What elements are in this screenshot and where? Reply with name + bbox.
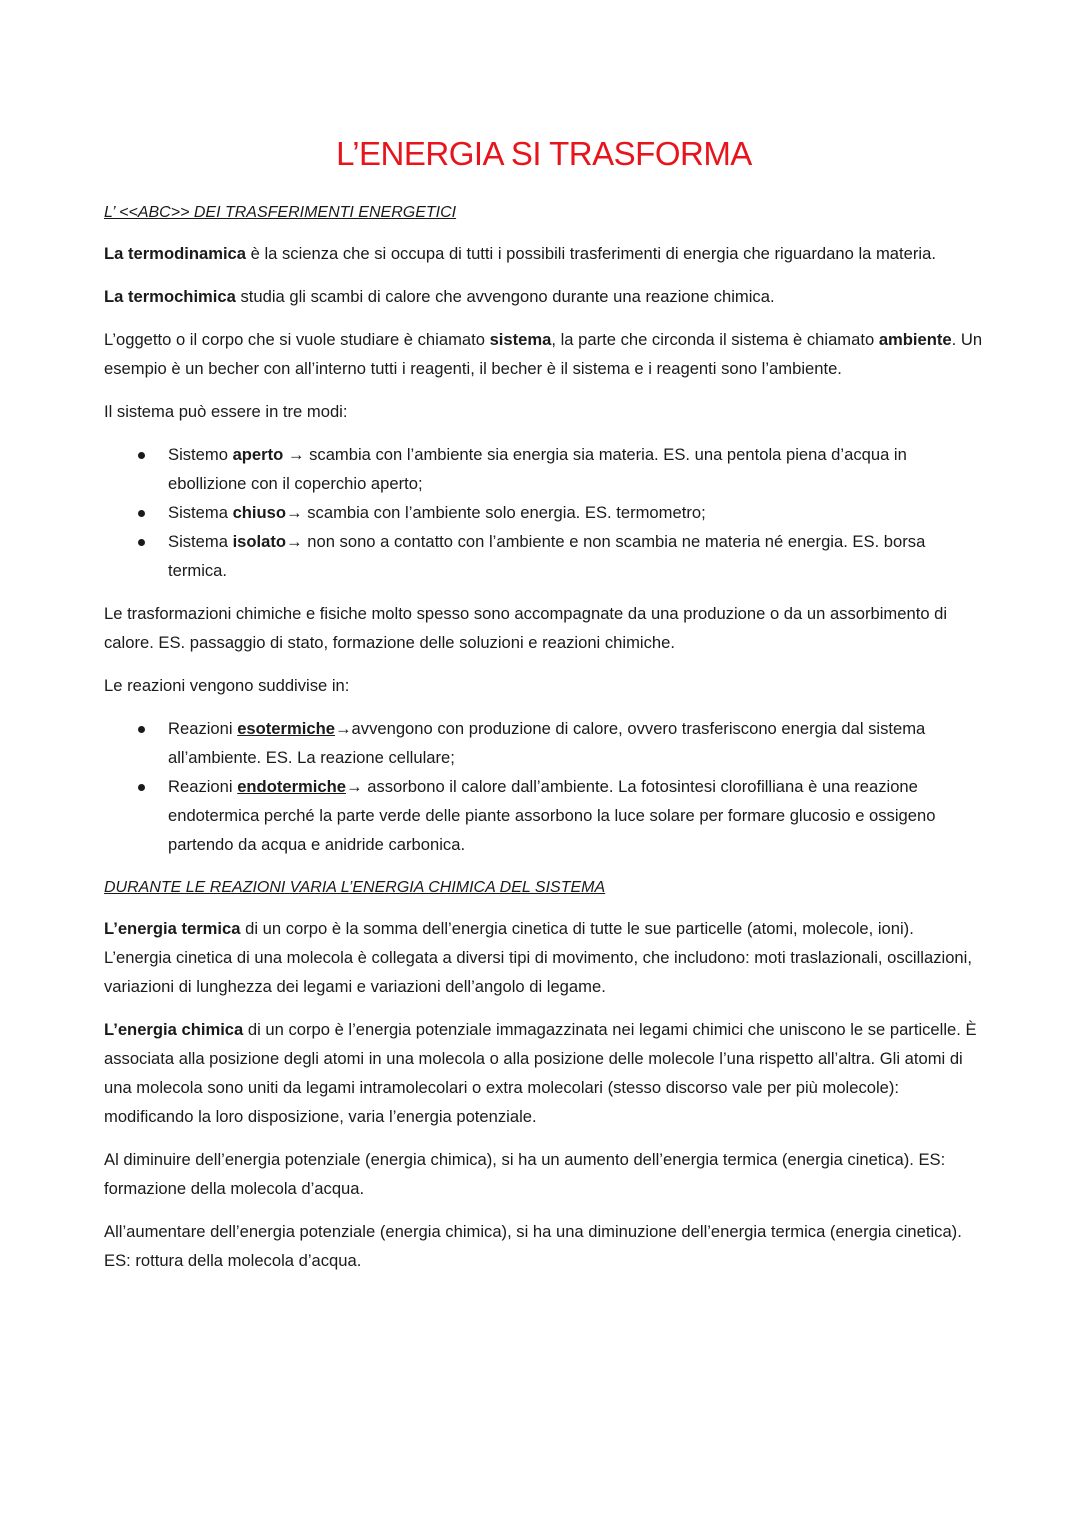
- text: di un corpo è la somma dell’energia cinetica di tutte le sue particelle (atomi, molecole, ioni). L’energia cinetica di una molecola è collegata a diversi tipi di movimento, che includono: moti traslazionali, oscillazioni, variazioni di lunghezza dei legami e variazioni dell’angolo di legame.: [104, 919, 972, 996]
- text: → scambia con l’ambiente solo energia. ES. termometro;: [286, 503, 706, 522]
- text: . Un esempio è un becher con all’interno tutti i reagenti, il becher è il sistema e i reagenti sono l’ambiente.: [104, 330, 983, 378]
- paragraph-aumentare: All’aumentare dell’energia potenziale (energia chimica), si ha una diminuzione dell’energia termica (energia cinetica). ES: rottura della molecola d’acqua.: [104, 1222, 962, 1270]
- list-item: [168, 498, 984, 527]
- paragraph-energia-termica: [104, 914, 984, 1001]
- term: aperto: [232, 445, 284, 464]
- text: → assorbono il calore dall’ambiente. La fotosintesi clorofilliana è una reazione endotermica perché la parte verde delle piante assorbono la luce solare per formare glucosio e ossigeno partendo da acqua e anidride carbonica.: [168, 777, 936, 854]
- page-title: L’ENERGIA SI TRASFORMA: [336, 135, 752, 172]
- text: è la scienza che si occupa di tutti i possibili trasferimenti di energia che riguardano la materia.: [246, 244, 936, 263]
- paragraph-trasformazioni: Le trasformazioni chimiche e fisiche molto spesso sono accompagnate da una produzione o da un assorbimento di calore. ES. passaggio di stato, formazione delle soluzioni e reazioni chimiche.: [104, 604, 948, 652]
- text: Sistema: [168, 532, 233, 551]
- text: Sistemo: [168, 445, 233, 464]
- paragraph-sistema-ambiente: [104, 325, 984, 383]
- paragraph-modi: Il sistema può essere in tre modi:: [104, 402, 348, 421]
- text: studia gli scambi di calore che avvengono durante una reazione chimica.: [235, 287, 775, 306]
- term: La termochimica: [104, 287, 236, 306]
- paragraph-energia-chimica: [104, 1015, 984, 1131]
- term: endotermiche: [237, 777, 346, 796]
- paragraph-diminuire: Al diminuire dell’energia potenziale (energia chimica), si ha un aumento dell’energia termica (energia cinetica). ES: formazione della molecola d’acqua.: [104, 1150, 946, 1198]
- term: L’energia chimica: [104, 1020, 244, 1039]
- term: chiuso: [232, 503, 287, 522]
- section-heading-abc: L’ <<ABC>> DEI TRASFERIMENTI ENERGETICI: [104, 204, 457, 221]
- text: , la parte che circonda il sistema è chiamato: [551, 330, 879, 349]
- document-page: [104, 132, 984, 1289]
- paragraph-reazioni: Le reazioni vengono suddivise in:: [104, 676, 350, 695]
- term: sistema: [489, 330, 552, 349]
- text: Reazioni: [168, 777, 238, 796]
- term: isolato: [232, 532, 287, 551]
- text: → scambia con l’ambiente sia energia sia materia. ES. una pentola piena d’acqua in ebollizione con il coperchio aperto;: [168, 445, 907, 493]
- text: di un corpo è l’energia potenziale immagazzinata nei legami chimici che uniscono le se particelle. È associata alla posizione degli atomi in una molecola o alla posizione delle molecole l’una rispetto all’altra. Gli atomi di una molecola sono uniti da legami intramolecolari o extra molecolari (stesso discorso vale per più molecole): modificando la loro disposizione, varia l’energia potenziale.: [104, 1020, 977, 1126]
- systems-list: [104, 440, 984, 585]
- term: La termodinamica: [104, 244, 247, 263]
- list-item: [168, 527, 984, 585]
- list-item: [168, 714, 984, 772]
- paragraph-termochimica: [104, 282, 984, 311]
- text: Reazioni: [168, 719, 238, 738]
- section-heading-energia-chimica: DURANTE LE REAZIONI VARIA L’ENERGIA CHIMICA DEL SISTEMA: [104, 879, 606, 896]
- text: → non sono a contatto con l’ambiente e non scambia ne materia né energia. ES. borsa termica.: [168, 532, 926, 580]
- term: esotermiche: [237, 719, 335, 738]
- term: L’energia termica: [104, 919, 241, 938]
- text: →avvengono con produzione di calore, ovvero trasferiscono energia dal sistema all’ambiente. ES. La reazione cellulare;: [168, 719, 926, 767]
- text: Sistema: [168, 503, 233, 522]
- reactions-list: [104, 714, 984, 859]
- paragraph-termodinamica: [104, 239, 984, 268]
- term: ambiente: [878, 330, 952, 349]
- list-item: [168, 772, 984, 859]
- text: L’oggetto o il corpo che si vuole studiare è chiamato: [104, 330, 490, 349]
- list-item: [168, 440, 984, 498]
